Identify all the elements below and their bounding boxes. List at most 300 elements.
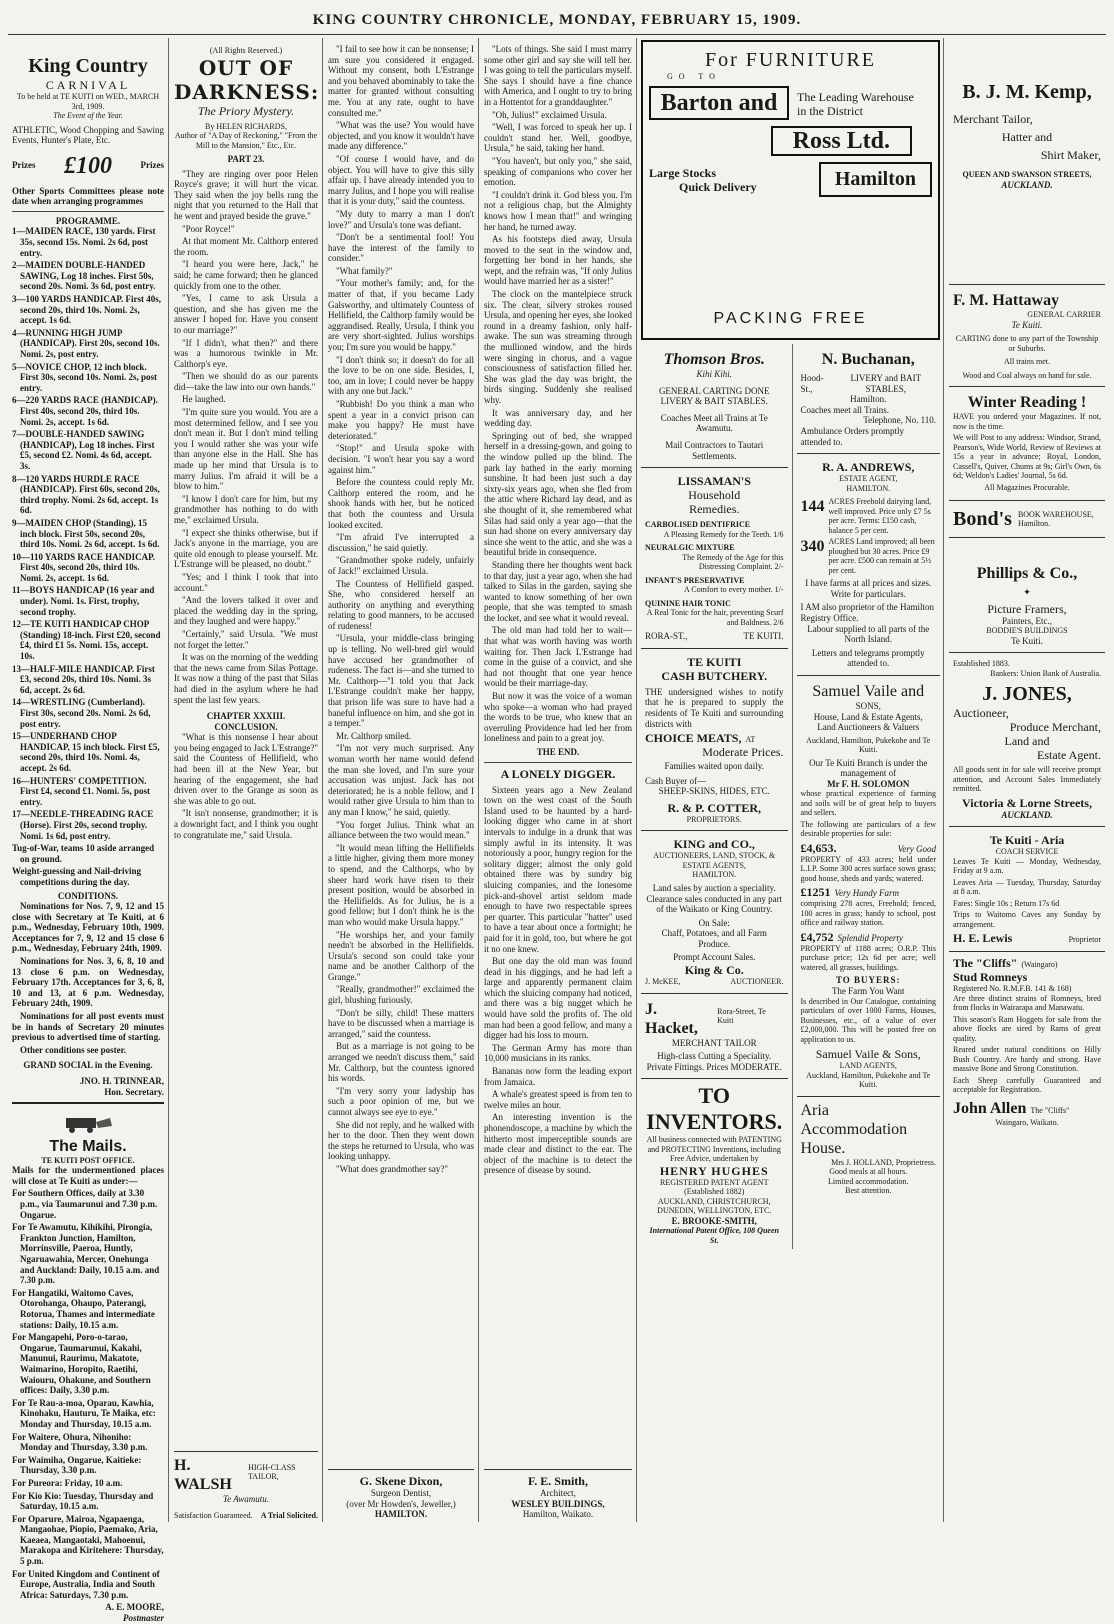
- dixon-ad: [328, 1469, 474, 1520]
- column-advertisements: [638, 40, 943, 1520]
- story-paragraph: "I heard you were here, Jack," he said; he came forward; then he glanced quickly from one to the other.: [174, 259, 318, 291]
- rights-notice: (All Rights Reserved.): [209, 46, 283, 55]
- story-author-note: Author of "A Day of Reckoning," "From the Mill to the Mansion," Etc., Etc.: [174, 131, 318, 150]
- mail-entry: For Hangatiki, Waitomo Caves, Otorohanga, Ohaupo, Paterangi, Rotorua, Thames and intermediate stations: Daily, 10.15 a.m.: [12, 1287, 155, 1330]
- king-sig: King & Co.: [684, 963, 744, 978]
- kemp-name: B. J. M. Kemp,: [962, 81, 1092, 103]
- cliffs-body-2: This season's Ram Hoggets for sale from the above flocks are sired by Rams of great quality.: [953, 1014, 1101, 1043]
- lissaman-items: [645, 520, 784, 627]
- remedy-description: A Pleasing Remedy for the Teeth. 1/6: [663, 529, 784, 539]
- story-subtitle: The Priory Mystery.: [197, 103, 295, 118]
- butchery-moderate: Moderate Prices.: [702, 745, 784, 760]
- column-serial-story: [170, 40, 322, 1520]
- story-text: [174, 169, 318, 706]
- story-paragraph: "They are ringing over poor Helen Royce's grave; it will hurt the vicar. They said when the joy bells rang the night that you returned to the Hall that he went and prayed beside the grave.": [174, 168, 318, 221]
- vaile-note: The following are particulars of a few desirable properties for sale:: [800, 819, 936, 839]
- king-onsale: On Sale:: [698, 917, 730, 928]
- programme-item: 13—HALF-MILE HANDICAP. First £3, second 20s, third 10s. Nomi. 3s 6d, accept. 2s 6d.: [12, 663, 155, 695]
- story-paragraph: "If I didn't, what then?" and there was a humorous twinkle in Mr. Calthorp's eye.: [174, 337, 318, 369]
- king-co-ad: [641, 831, 788, 993]
- inventors-ad: [641, 1079, 788, 1249]
- story-paragraph: "You haven't, but only you," she said, speaking of companions who cover her emotion.: [484, 155, 632, 188]
- jones-addr: Victoria & Lorne Streets,: [962, 795, 1092, 810]
- condition-item: Nominations for Nos. 3, 6, 8, 10 and 13 close 6 p.m. on Wednesday, February 17th. Acceptances for 3, 6, 8, 10 and 13, at 6 p.m. Wednesday, February 24th, 1909.: [12, 956, 164, 1009]
- winter-body-2: We will Post to any address: Windsor, Strand, Pearson's, Wide World, Review of Reviews at 15s a year in advance; Royal, London, Cassell's, Quiver, Chums at 9s; Girl's Own, 6s 6d; Weldon's Ladies' Journal, 5s 6d.: [953, 433, 1101, 481]
- andrews-l1: ACRES Freehold dairying land, well improved. Price only £7 5s per acre. Terms: £150 cash, balance 5 per cent.: [828, 497, 932, 535]
- phillips-name: Phillips & Co.,: [976, 565, 1078, 583]
- article-paragraph: An interesting invention is the phonendoscope, a machine by which the hitherto most imperceptible sounds are made clear and distinct to the ear. The object of the machine is to detect the presence of disease by sound.: [484, 1112, 632, 1176]
- carnival-intro: ATHLETIC, Wood Chopping and Sawing Events, Hunter's Plate, Etc.: [12, 124, 164, 146]
- dixon-title: Surgeon Dentist,: [370, 1488, 432, 1499]
- column-rule: [478, 38, 479, 1522]
- barton-left-2: Quick Delivery: [679, 179, 757, 194]
- hattaway-title: GENERAL CARRIER: [1027, 310, 1101, 319]
- thomson-line-1: GENERAL CARTING DONE: [658, 385, 770, 396]
- vaile-p2-tag: Very Handy Farm: [834, 888, 899, 899]
- carnival-subtitle: CARNIVAL: [45, 78, 131, 92]
- butchery-families: Families waited upon daily.: [664, 761, 764, 772]
- bonds-town: Hamilton.: [1017, 519, 1051, 529]
- story-paragraph: The clock on the mantelpiece struck six. The clear, silvery strokes roused Ursula, and opening her eyes, she looked round in a dreamy fashion, only half-awake. The sun was streaming through the mullioned window, and the birds were singing in chorus, and a vague consciousness of satisfaction filled her. She was glad the day was bright, the birds singing. Suddenly she realised why.: [484, 289, 632, 405]
- story-paragraph: "Lots of things. She said I must marry some other girl and say she will tell her. I was going to tell the particulars myself. She says I should have a fine chance with America, and I ought to try to bring in a Hottentot for a granddaughter.": [484, 44, 632, 107]
- secretary-title: Hon. Secretary.: [104, 1086, 164, 1097]
- king-line-1: AUCTIONEERS, LAND, STOCK, & ESTATE AGENTS,: [653, 851, 776, 870]
- remedy-description: The Remedy of the Age for this Distressing Complaint. 2/-: [682, 552, 784, 572]
- vaile-p3-tag: Splendid Property: [837, 932, 903, 943]
- story-part: PART 23.: [227, 154, 265, 164]
- column-story-end: [480, 40, 636, 1520]
- barton-tag-2: in the District: [797, 103, 863, 118]
- butchery-choice: CHOICE MEATS,: [645, 731, 742, 746]
- barton-left: [649, 166, 757, 194]
- digger-title: A LONELY DIGGER.: [500, 766, 616, 781]
- masthead: [0, 0, 1114, 36]
- story-paragraph: "Your mother's family; and, for the matter of that, if you became Lady Galsworthy, and ultimately Countess of Hellifield, the Calthorp family would be aggrandised. Really, Ursula, I think you are very short-sighted. Julius worships you; I'm sure you would be happy.": [328, 278, 474, 353]
- programme-list: [12, 226, 164, 887]
- story-text: [484, 44, 632, 744]
- story-paragraph: "Oh, Julius!" exclaimed Ursula.: [492, 109, 607, 120]
- kemp-town: AUCKLAND.: [1001, 179, 1053, 190]
- vaile-farm-desc: Is described in Our Catalogue, containing particulars of over 1000 Farms, Houses, Businesses, etc., of a value of over £2,000,000. This will be posted free on application to us.: [800, 996, 936, 1044]
- story-paragraph: "I don't think so; it doesn't do for all the love to be on one side. Besides, I, too, am in love; I could never be happy with any one but Jack.": [328, 354, 474, 397]
- programme-item: Weight-guessing and Nail-driving competitions during the day.: [12, 866, 142, 887]
- jones-bank: Bankers: Union Bank of Australia.: [990, 668, 1101, 678]
- bonds-sub: BOOK WAREHOUSE,: [1017, 509, 1094, 519]
- thomson-line-2: LIVERY & BAIT STABLES.: [660, 396, 768, 407]
- cliffs-owner: John Allen: [953, 1099, 1027, 1117]
- story-end: THE END.: [536, 747, 580, 757]
- mail-coach-icon: [58, 1112, 118, 1134]
- programme-item: 7—DOUBLE-HANDED SAWING (HANDICAP), Log 18 inches. First £5, second £2. Nomi. 4s 6d, accept. 3s.: [12, 429, 155, 471]
- phillips-l4: Te Kuiti.: [1011, 635, 1043, 646]
- cliffs-owner-town: Waingaro, Waikato.: [995, 1117, 1059, 1127]
- vaile-body: whose practical experience of farming and soils will be of great help to buyers and sellers.: [800, 789, 936, 818]
- article-paragraph: But one day the old man was found dead in his diggings, and he had left a large and apparently permanent claim which the sluicing company had noticed, and there was a big nugget which he would have sold the profits of. The old man had been a good fellow, and many a digger had his loss to mourn.: [484, 956, 632, 1041]
- vaile-ad: [797, 676, 941, 1097]
- jones-l3: Land and: [1004, 734, 1050, 749]
- story-paragraph: Springing out of bed, she wrapped herself in a dressing-gown, and going to the window pulled up the blind. The park lay bathed in the early morning sunshine. It had been just such a day sixty-six years ago, when she fled from the attic where Richard lay dead, and as she thought of it, she remembered what Silas had said only a year ago—that the sun had shone on every anniversary day since she went to the attic, and she was a beautiful bride in consequence.: [484, 430, 632, 558]
- inventors-name: HENRY HUGHES: [659, 1163, 769, 1178]
- barton-footer: PACKING FREE: [713, 310, 868, 327]
- king-name: KING and CO.,: [673, 837, 755, 852]
- hacket-addr: Rora-Street, Te Kuiti: [717, 1006, 766, 1026]
- jones-est: Established 1883.: [953, 659, 1010, 669]
- andrews-line-4: I AM also proprietor of the Hamilton Registry Office.: [800, 602, 934, 623]
- walsh-trade: HIGH-CLASS TAILOR,: [248, 1462, 296, 1482]
- hacket-trade: MERCHANT TAILOR: [671, 1037, 757, 1048]
- programme-item: 12—TE KUITI HANDICAP CHOP (Standing) 18-inch. First £20, second £4, third £1 5s. Nomi. 15s, accept. 10s.: [12, 619, 161, 662]
- story-paragraph: "I fail to see how it can be nonsense; I am sure you considered it engaged. Without my consent, both L'Estrange and you behaved abominably to take the matter for granted without consulting me. You at any rate, ought to have consulted me.": [328, 44, 474, 118]
- aria-coach-l3: Fares: Single 10s ; Return 17s 6d: [953, 898, 1060, 908]
- story-paragraph: "I'm very sorry your ladyship has such a poor opinion of me, but we cannot always see eye to eye.": [328, 1085, 474, 1117]
- story-paragraph: "What was the use? You would have objected, and you know it wouldn't have made any difference.": [328, 120, 474, 152]
- story-paragraph: "I'm afraid I've interrupted a discussion," he said quietly.: [328, 532, 474, 553]
- story-paragraph: Mr. Calthorp smiled.: [336, 730, 411, 741]
- jones-note: All goods sent in for sale will receive prompt attention, and Account Sales Immediately remitted.: [953, 765, 1101, 794]
- hattaway-ad: [949, 285, 1105, 387]
- mail-entry: For Mangapehi, Poro-o-tarao, Ongarue, Taumarunui, Kakahi, Manunui, Raurimu, Makatote, Waimarino, Horopito, Raetihi, Waiouru, Ohakune, and Southern offices: Daily, 3.30 p.m.: [12, 1332, 151, 1396]
- vaile-p1-price: £4,653.: [800, 840, 837, 855]
- story-paragraph: It was on the morning of the wedding that the news came from Silas Pottage. It was now a thing of the past that Silas had died in the asylum where he had spent the last few years.: [174, 652, 318, 705]
- mails-office: TE KUITI POST OFFICE.: [41, 1155, 135, 1165]
- carnival-note: Other Sports Committees please note date when arranging programmes: [12, 185, 164, 207]
- digger-text: [484, 785, 632, 1176]
- walsh-left: Satisfaction Guaranteed.: [174, 1510, 253, 1520]
- remedy-name: INFANT'S PRESERVATIVE: [645, 575, 745, 585]
- aria-house-line-3: Best attention.: [845, 1186, 892, 1196]
- prizes-row: [12, 152, 164, 180]
- star-icon: ✦: [1023, 587, 1031, 598]
- andrews-ad: [797, 454, 941, 676]
- lissaman-sub-2: Remedies.: [689, 502, 740, 517]
- story-paragraph: "Ursula, your middle-class bringing up is telling. No well-bred girl would have accused her grandmother of rudeness. The fact is—and she turned to Mr. Calthorp—"I told you that Jack L'Estrange couldn't make her happy, that prison life was sure to have had a baneful influence on him, and she got in a temper.": [328, 633, 474, 729]
- story-paragraph: Before the countess could reply Mr. Calthorp entered the room, and he shook hands with her, but he noticed that both the countess and Ursula looked excited.: [328, 477, 474, 530]
- story-paragraph: "He worships her, and your family needn't be absorbed in the Hellifields. Ursula's second son could take your name and be another Calthorp of the Grange.": [328, 929, 474, 982]
- story-paragraph: "Well, I was forced to speak her up. I couldn't stand her. Well, goodbye, Ursula," he said, taking her hand.: [484, 122, 632, 154]
- carnival-tagline: The Event of the Year.: [53, 111, 123, 120]
- thomson-line-4: Mail Contractors to Tautari Settlements.: [665, 439, 764, 461]
- cliffs-title: The "Cliffs": [953, 956, 1018, 971]
- programme-heading: PROGRAMME.: [55, 215, 121, 226]
- vaile-p3-price: £4,752: [800, 929, 834, 944]
- story-paragraph: At that moment Mr. Calthorp entered the room.: [174, 236, 318, 257]
- barton-tag-1: The Leading Warehouse: [797, 89, 914, 104]
- story-paragraph: "Then we should do as our parents did—take the law into our own hands.": [174, 371, 318, 392]
- hattaway-town: Te Kuiti.: [1011, 319, 1043, 330]
- dixon-addr: (over Mr Howden's, Jeweller,): [346, 1498, 456, 1509]
- cliffs-ad: [949, 952, 1105, 1131]
- chapter-number: CHAPTER XXXIII.: [206, 711, 286, 722]
- story-paragraph: "Poor Royce!": [182, 223, 235, 234]
- remedy-name: CARBOLISED DENTIFRICE: [645, 520, 751, 530]
- king-mgr-title: AUCTIONEER.: [730, 977, 784, 987]
- butchery-buyer-items: SHEEP-SKINS, HIDES, ETC.: [658, 786, 770, 797]
- vaile-branch: Our Te Kuiti Branch is under the management of: [809, 757, 928, 779]
- smith-town: Hamilton, Waikato.: [522, 1509, 594, 1520]
- story-paragraph: Standing there her thoughts went back to that day, just a year ago, when she had talked to Silas in the garden, saying she wanted to know something of her own people, that she was tempted to smash the locket, and see what it would reveal.: [484, 559, 632, 623]
- barton-left-1: Large Stocks: [649, 165, 716, 180]
- vaile-manager: Mr F. H. SOLOMON: [827, 778, 910, 789]
- column-story-continued: [324, 40, 478, 1520]
- story-paragraph: She did not reply, and he walked with her to the door. Then they went down the steps he returned to Ursula, who was looking unhappy.: [328, 1119, 474, 1162]
- story-paragraph: "And the lovers talked it over and placed the wedding day in the spring, and they laughed and were happy.": [174, 595, 318, 627]
- story-paragraph: "You forget Julius. Think what an alliance between the two would mean.": [328, 819, 474, 841]
- walsh-right: A Trial Solicited.: [260, 1510, 318, 1520]
- butchery-name-1: TE KUITI: [687, 654, 742, 669]
- ross-row: [649, 126, 932, 157]
- barton-row: [649, 86, 932, 120]
- smith-ad: [484, 1469, 632, 1520]
- programme-item: 11—BOYS HANDICAP (16 year and under). Nomi. 1s. First, trophy, second trophy.: [12, 585, 155, 617]
- butchery-at: AT: [745, 735, 756, 745]
- story-header: [174, 46, 318, 165]
- walsh-town: Te Awamutu.: [222, 1493, 269, 1504]
- story-paragraph: "My duty to marry a man I don't love?" and Ursula's tone was defiant.: [328, 208, 474, 230]
- programme-item: 2—MAIDEN DOUBLE-HANDED SAWING, Log 18 inches. First 50s, second 20s. Nomi. 3s 6d, post entry.: [12, 260, 156, 292]
- phillips-l1: Picture Framers,: [987, 601, 1067, 616]
- andrews-title: ESTATE AGENT,: [839, 474, 898, 484]
- thomson-name: Thomson Bros.: [663, 351, 765, 368]
- chapter-text: [174, 732, 318, 840]
- story-paragraph: "Don't be a sentimental fool! You have the interest of the family to consider.": [328, 232, 474, 264]
- andrews-line-3: I have farms at all prices and sizes. Write for particulars.: [805, 578, 932, 599]
- vaile-towns: Auckland, Hamilton, Pukekohe and Te Kuiti.: [806, 735, 931, 755]
- column-rule: [168, 38, 169, 1522]
- king-town: HAMILTON.: [692, 870, 737, 880]
- jones-name: J. JONES,: [982, 683, 1072, 706]
- mails-list: [12, 1188, 164, 1600]
- butchery-buyer: Cash Buyer of—: [645, 775, 706, 786]
- vaile-p3-desc: PROPERTY of 1188 acres; O.R.P. This purchase price; 12s 6d per acre; well watered, all grasses, buildings.: [800, 943, 936, 972]
- hattaway-line-1: CARTING done to any part of the Township or Suburbs.: [955, 334, 1099, 353]
- programme-item: 9—MAIDEN CHOP (Standing), 15 inch block. First 50s, second 20s, third 10s. Nomi. 2s 6d, accept. 1s 6d.: [12, 517, 160, 550]
- smith-name: F. E. Smith,: [528, 1474, 588, 1489]
- article-paragraph: Bananas now form the leading export from Jamaica.: [484, 1066, 632, 1087]
- secretary-name: JNO. H. TRINNEAR,: [79, 1076, 164, 1086]
- phillips-l3: BODDIE'S BUILDINGS: [986, 626, 1068, 636]
- barton-town: Hamilton: [819, 162, 932, 197]
- mail-entry: For Kio Kio: Tuesday, Thursday and Saturday, 10.15 a.m.: [12, 1490, 154, 1512]
- story-paragraph: But as a marriage is not going to be arranged we needn't discuss them," said Mr. Calthorp, but the countess ignored his words.: [328, 1041, 474, 1084]
- cliffs-body-3: Reared under natural conditions on Hilly Bush Country. Are hardy and strong. Have massive Bone and Strong Constitution.: [953, 1045, 1101, 1074]
- column-right-advertisements: [945, 40, 1109, 1520]
- jones-ad: [949, 653, 1105, 827]
- remedy-name: QUININE HAIR TONIC: [645, 598, 731, 608]
- king-mgr: J. McKEE,: [645, 977, 681, 987]
- mails-intro: Mails for the undermentioned places will close at Te Kuiti as under:—: [12, 1165, 164, 1186]
- aria-coach-l4: Trips to Waitomo Caves any Sunday by arrangement.: [953, 910, 1101, 929]
- carnival-title: King Country: [28, 55, 148, 77]
- aria-coach-prop: H. E. Lewis: [953, 931, 1013, 946]
- story-paragraph: "What does grandmother say?": [336, 1163, 449, 1174]
- winter-title: Winter Reading !: [967, 394, 1087, 412]
- butchery-owners: R. & P. COTTER,: [667, 800, 762, 815]
- hattaway-line-3: Wood and Coal always on hand for sale.: [962, 370, 1092, 380]
- winter-body-3: All Magazines Procurable.: [984, 482, 1070, 492]
- programme-item: 17—NEEDLE-THREADING RACE (Horse). First 20s, second trophy. Nomi. 1s 6d, post entry.: [12, 809, 154, 841]
- phillips-l2: Painters, Etc.,: [1002, 615, 1052, 626]
- barton-heading: For FURNITURE: [704, 49, 876, 71]
- butchery-ad: [641, 649, 788, 832]
- aria-house-line-2: Limited accommodation.: [828, 1176, 909, 1186]
- story-paragraph: "Yes, I came to ask Ursula a question, and she has given me the answer I hoped for. Have you consent to our marriage?": [174, 293, 318, 335]
- barton-name-1: Barton and: [649, 86, 789, 120]
- king-line-2: Land sales by auction a speciality.: [652, 882, 776, 893]
- vaile-line-2: Land Auctioneers & Valuers: [817, 722, 920, 733]
- cliffs-owner-tag: The "Cliffs": [1030, 1105, 1070, 1115]
- vaile-buyers: TO BUYERS:: [835, 975, 901, 986]
- carnival-date: To be held at TE KUITI on WED., MARCH 3rd, 1909.: [16, 92, 160, 111]
- column-rule: [943, 38, 944, 1522]
- lissaman-name: LISSAMAN'S: [677, 474, 751, 489]
- thomson-line-3: Coaches Meet all Trains at Te Awamutu.: [660, 412, 768, 434]
- buchanan-name: N. Buchanan,: [821, 351, 915, 368]
- story-paragraph: "Grandmother spoke rudely, unfairly of Jack!" exclaimed Ursula.: [328, 555, 474, 576]
- winter-body: HAVE you ordered your Magazines. If not, now is the time.: [953, 412, 1101, 431]
- programme-item: 16—HUNTERS' COMPETITION. First £4, second £1. Nomi. 5s, post entry.: [12, 775, 150, 807]
- vaile-farm: The Farm You Want: [831, 986, 905, 997]
- article-paragraph: A whale's greatest speed is from ten to twelve miles an hour.: [484, 1089, 632, 1110]
- butchery-owners-title: PROPRIETORS.: [686, 814, 742, 824]
- column-rule: [322, 38, 323, 1522]
- phillips-ad: [949, 538, 1105, 653]
- buchanan-line-1: LIVERY and BAIT STABLES,: [850, 373, 922, 394]
- story-paragraph: "I'm quite sure you would. You are a most determined fellow, and I see you don't mean it. But I don't mind telling you I would rather she was your wife than anyone else in the Hall. She has made up her mind that Ursula is to marry Julius. I'm afraid it will be a blow to him.": [174, 407, 318, 492]
- condition-item: Nominations for all post events must be in hands of Secretary 20 minutes previous to advertised time of starting.: [12, 1011, 164, 1043]
- kemp-t1: Merchant Tailor,: [953, 112, 1033, 126]
- cliffs-body: Are three distinct strains of Romneys, bred from flocks in Wairarapa and Manawatu.: [953, 993, 1101, 1013]
- aria-coach-sub: COACH SERVICE: [995, 847, 1059, 857]
- vaile-name: Samuel Vaile and: [812, 682, 925, 700]
- jones-l2: Produce Merchant,: [1009, 720, 1101, 735]
- programme-item: 3—100 YARDS HANDICAP. First 40s, second 20s, third 10s. Nomi. 2s, accept. 1s 6d.: [12, 294, 162, 326]
- mail-entry: For Southern Offices, daily at 3.30 p.m., via Taumarunui and 7.30 p.m. Ongarue.: [12, 1188, 158, 1220]
- story-paragraph: It was anniversary day, and her wedding day.: [484, 407, 632, 429]
- vaile-agents-2: LAND AGENTS,: [839, 1061, 897, 1071]
- programme-item: 6—220 YARDS RACE (HANDICAP). First 40s, second 20s, third 10s. Nomi. 2s, accept. 1s 6d.: [12, 395, 158, 427]
- aria-house-name: Aria Accommodation House.: [800, 1101, 908, 1157]
- conditions-list: [12, 901, 164, 1055]
- lissaman-sub-1: Household: [688, 488, 741, 503]
- postmaster-title: Postmaster: [122, 1613, 164, 1624]
- story-paragraph: "Certainly," said Ursula. "We must not forget the letter.": [174, 628, 318, 650]
- vaile-p1-tag: Very Good: [897, 843, 936, 854]
- hacket-ad: [641, 994, 788, 1080]
- condition-item: Nominations for Nos. 7, 9, 12 and 15 close with Secretary at Te Kuiti, at 6 p.m., Wednesday, February 10th, 1909. Acceptances for 7, 9, 12 and 15 close 6 p.m., Wednesday, February 24th, 1909.: [12, 901, 164, 954]
- dixon-name: G. Skene Dixon,: [359, 1474, 443, 1489]
- story-paragraph: "Don't be silly, child! These matters have to be discussed when a marriage is arranged," said the countess.: [328, 1007, 474, 1039]
- story-title-2: DARKNESS:: [174, 79, 320, 104]
- divider: [12, 211, 164, 212]
- column-carnival-mails: [8, 40, 168, 1624]
- story-paragraph: "I couldn't drink it. God bless you. I'm not a religious chap, but the Almighty knows how I mean that!" and wringing her hand, he turned away.: [484, 189, 632, 232]
- buchanan-line-3: Ambulance Orders promptly attended to.: [800, 425, 904, 447]
- story-paragraph: "Really, grandmother!" exclaimed the girl, blushing furiously.: [328, 984, 474, 1006]
- barton-name-2: Ross Ltd.: [771, 126, 912, 157]
- aria-house-line-1: Good meals at all hours.: [829, 1167, 908, 1177]
- mails-title: The Mails.: [49, 1137, 127, 1155]
- barton-tags: [789, 86, 914, 120]
- article-paragraph: The German Army has more than 10,000 musicians in its ranks.: [484, 1042, 632, 1064]
- story-paragraph: "Yes; and I think I took that into account.": [174, 571, 318, 593]
- ads-left-subcolumn: [641, 344, 793, 1249]
- buchanan-ad: [797, 344, 941, 454]
- vaile-p2-desc: comprising 278 acres, Freehold; fenced, 100 acres in grass; handy to school, post office and railway station.: [800, 899, 936, 928]
- barton-goto: GO TO: [667, 72, 721, 81]
- programme-item: 14—WRESTLING (Cumberland). First 30s, second 20s. Nomi. 2s 6d, post entry.: [12, 697, 151, 729]
- mail-entry: For Waitere, Ohura, Nihoniho: Monday and Thursday, 3.30 p.m.: [12, 1431, 148, 1453]
- cliffs-sub: Stud Romneys: [953, 970, 1028, 985]
- story-paragraph: "It isn't nonsense, grandmother; it is a downright fact, and I think you ought to congratulate me," said Ursula.: [174, 808, 318, 840]
- story-paragraph: But now it was the voice of a woman who spoke—a woman who had prayed the words to be true, who knew that an overruling Providence had led her from loneliness and pain to a great joy.: [484, 691, 632, 744]
- dixon-town: HAMILTON.: [374, 1509, 428, 1520]
- remedy-description: A Real Tonic for the hair, preventing Scurf and Baldness. 2/6: [646, 608, 784, 627]
- andrews-line-5: Labour supplied to all parts of the North Island.: [807, 623, 930, 645]
- story-paragraph: "Stop!" and Ursula spoke with decision. "I won't hear you say a word against him.": [328, 443, 474, 475]
- article-paragraph: Sixteen years ago a New Zealand town on the west coast of the South Island used to be haunted by a hard-looking digger who came in at short intervals to indulge in a drunk that was simply awful in its intensity. It was notoriously a poor, hungry region for the solitary digger; almost the only gold obtained there was by sundry big sluicing companies, and the lonesome pick-and-shovel artist seldom made enough to have two respectable sprees per quarter. This particular "hatter" used to have a tear about once a fortnight; he paid for it in gold, too, but where he got it no one knew.: [484, 784, 632, 954]
- king-prompt: Prompt Account Sales.: [673, 952, 756, 963]
- inventors-line-1: All business connected with PATENTING and PROTECTING Inventions, including Free Advice, undertaken by: [646, 1135, 782, 1164]
- jones-l4: Estate Agent.: [1037, 748, 1101, 763]
- vaile-towns-2: Auckland, Hamilton, Pukekohe and Te Kuiti.: [806, 1070, 931, 1090]
- bonds-name: Bond's: [953, 508, 1012, 531]
- mail-entry: For United Kingdom and Continent of Europe, Australia, India and South Africa: Saturdays, 7.30 p.m.: [12, 1568, 160, 1600]
- grand-social: GRAND SOCIAL in the Evening.: [23, 1060, 153, 1071]
- mail-entry: For Te Awamutu, Kihikihi, Pirongia, Frankton Junction, Hamilton, Morrinsville, Paeroa, Huntly, Ngaruawahia, Mercer, Onehunga and Auckland: Daily, 10.15 a.m. and 7.30 p.m.: [12, 1222, 160, 1286]
- programme-item: 4—RUNNING HIGH JUMP (HANDICAP). First 20s, second 10s. Nomi. 2s, post entry.: [12, 327, 160, 359]
- aria-coach-ad: [949, 827, 1105, 952]
- andrews-l2: ACRES Land improved; all been ploughed but 30 acres. Price £9 per acre. £500 can remain at 5½ per cent.: [828, 537, 935, 575]
- prizes-label: Prizes: [12, 160, 36, 171]
- condition-item: Other conditions see poster.: [20, 1044, 127, 1055]
- lissaman-town: TE KUITI.: [743, 631, 784, 642]
- walsh-ad: [174, 1451, 318, 1520]
- andrews-town: HAMILTON.: [846, 483, 891, 493]
- andrews-l1-num: 144: [800, 498, 825, 516]
- aria-coach-l2: Leaves Aria — Tuesday, Thursday, Saturday at 8 a.m.: [953, 877, 1101, 897]
- kemp-t3: Shirt Maker,: [1040, 148, 1101, 162]
- story-author: By HELEN RICHARDS,: [204, 121, 287, 131]
- programme-item: 5—NOVICE CHOP, 12 inch block. First 30s, second 10s. Nomi. 2s, post entry.: [12, 361, 158, 393]
- story-paragraph: As his footsteps died away, Ursula moved to the seat in the window and, forgetting her bond in her hands, she wept, and the refrain was, "If only Julius would have married her as a sister!": [484, 234, 632, 287]
- column-rule: [636, 38, 637, 1522]
- story-paragraph: "What family?": [336, 265, 393, 276]
- kemp-ad: [949, 40, 1105, 285]
- programme-item: 10—110 YARDS RACE HANDICAP. First 40s, second 20s, third 10s. Nomi. 2s, accept. 1s 6d.: [12, 551, 156, 583]
- hattaway-name: F. M. Hattaway: [953, 292, 1060, 309]
- inventors-est: (Established 1882): [684, 1187, 745, 1197]
- king-line-3: Clearance sales conducted in any part of the Waikato or King Country.: [646, 893, 783, 915]
- aria-coach-l1: Leaves Te Kuiti — Monday, Wednesday, Friday at 9 a.m.: [953, 856, 1101, 876]
- aria-coach-title: Te Kuiti - Aria: [989, 833, 1065, 848]
- ads-grid: [641, 344, 940, 1249]
- story-paragraph: He laughed.: [182, 394, 226, 405]
- jones-town: AUCKLAND.: [1001, 809, 1053, 820]
- lissaman-ad: [641, 468, 788, 649]
- prizes-label-2: Prizes: [140, 160, 164, 171]
- story-title-1: OUT OF: [198, 55, 294, 80]
- cliffs-reg: Registered No. R.M.F.B. 141 & 168): [953, 984, 1072, 994]
- masthead-rule: [8, 34, 1106, 35]
- aria-house-ad: [797, 1097, 941, 1200]
- conditions-heading: CONDITIONS.: [57, 890, 119, 901]
- story-text: [328, 44, 474, 1175]
- inventors-title-2: REGISTERED PATENT AGENT: [660, 1177, 769, 1187]
- postmaster-name: A. E. MOORE,: [105, 1602, 164, 1613]
- mail-entry: For Te Rau-a-moa, Oparau, Kawhia, Kinohaku, Hauturu, Te Maika, etc: Monday and Thursday, 10.15 a.m.: [12, 1397, 156, 1429]
- programme-item: 8—120 YARDS HURDLE RACE (HANDICAP). First 60s, second 20s, third trophy. Nomi. 2s 6d, accept. 1s 6d.: [12, 473, 160, 516]
- story-paragraph: "I know I don't care for him, but my grandmother has nothing to do with me," exclaimed Ursula.: [174, 493, 318, 525]
